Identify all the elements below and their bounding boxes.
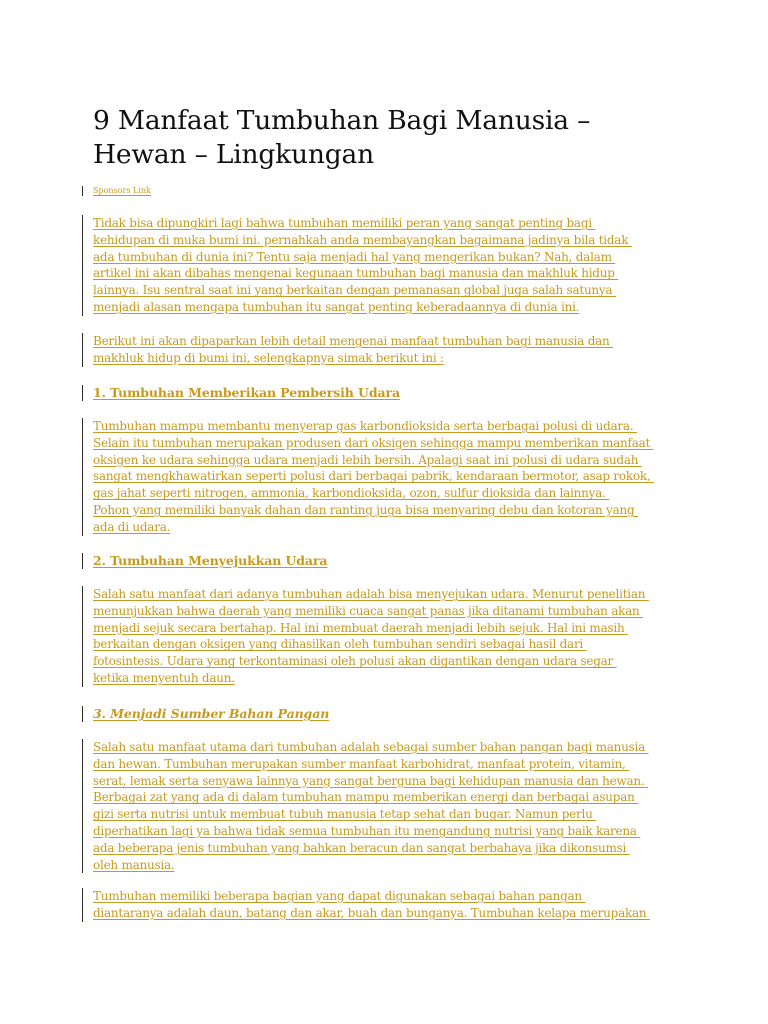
- article-title: 9 Manfaat Tumbuhan Bagi Manusia – Hewan – Lingkungan: [93, 105, 591, 170]
- section-3-line[interactable]: oleh manusia.: [93, 857, 175, 872]
- section-2-line[interactable]: fotosintesis. Udara yang terkontaminasi oleh polusi akan digantikan dengan udara segar: [93, 654, 617, 669]
- sponsor-block: [82, 186, 151, 196]
- section-3-line[interactable]: dan hewan. Tumbuhan merupakan sumber manfaat karbohidrat, manfaat protein, vitamin,: [93, 756, 630, 771]
- intro-line[interactable]: lainnya. Isu sentral saat ini yang berkaitan dengan pemanasan global juga salah satunya: [93, 283, 616, 298]
- section-3-line[interactable]: Berbagai zat yang ada di dalam tumbuhan mampu memberikan energi dan berbagai asupan: [93, 790, 639, 805]
- section-1-line[interactable]: Selain itu tumbuhan merupakan produsen dari oksigen sehingga mampu memberikan manfaat: [93, 435, 654, 450]
- section-2-heading-block: [82, 553, 327, 569]
- section-3-paragraph: [82, 739, 649, 873]
- section-1-line[interactable]: Pohon yang memiliki banyak dahan dan ranting juga bisa menyaring debu dan kotoran yang: [93, 502, 638, 517]
- section-heading[interactable]: 3. Menjadi Sumber Bahan Pangan: [93, 706, 330, 721]
- lead-line[interactable]: makhluk hidup di bumi ini, selengkapnya simak berikut ini :: [93, 350, 444, 365]
- lead-line[interactable]: Berikut ini akan dipaparkan lebih detail mengenai manfaat tumbuhan bagi manusia dan: [93, 334, 614, 348]
- section-2-line[interactable]: menjadi sejuk secara bertahap. Hal ini membuat daerah menjadi lebih sejuk. Hal ini masih: [93, 620, 629, 635]
- section-2-line[interactable]: ketika menyentuh daun.: [93, 670, 235, 685]
- section-3-line[interactable]: diperhatikan lagi ya bahwa tidak semua tumbuhan itu mengandung nutrisi yang baik karena: [93, 823, 641, 838]
- section-3-line[interactable]: ada beberapa jenis tumbuhan yang bahkan beracun dan sangat berbahaya jika dikonsumsi: [93, 840, 630, 855]
- intro-line[interactable]: kehidupan di muka bumi ini. pernahkah anda membayangkan bagaimana jadinya bila tidak: [93, 232, 632, 247]
- section-1-line[interactable]: oksigen ke udara sehingga udara menjadi lebih bersih. Apalagi saat ini polusi di udara sudah: [93, 452, 642, 467]
- intro-paragraph: [82, 215, 632, 316]
- intro-line[interactable]: artikel ini akan dibahas mengenai kegunaan tumbuhan bagi manusia dan makhluk hidup: [93, 266, 619, 281]
- section-2-paragraph: [82, 586, 649, 687]
- section-heading[interactable]: 1. Tumbuhan Memberikan Pembersih Udara: [93, 385, 400, 400]
- section-1-heading-block: [82, 385, 400, 401]
- section-heading[interactable]: 2. Tumbuhan Menyejukkan Udara: [93, 553, 328, 568]
- intro-line[interactable]: ada tumbuhan di dunia ini? Tentu saja menjadi hal yang mengerikan bukan? Nah, dalam: [93, 249, 616, 264]
- section-2-line[interactable]: Salah satu manfaat dari adanya tumbuhan adalah bisa menyejukan udara. Menurut penelitian: [93, 587, 649, 601]
- tail-paragraph: [82, 888, 650, 922]
- intro-line[interactable]: Tidak bisa dipungkiri lagi bahwa tumbuhan memiliki peran yang sangat penting bagi: [93, 216, 596, 230]
- section-2-line[interactable]: menunjukkan bahwa daerah yang memiliki cuaca sangat panas jika ditanami tumbuhan akan: [93, 603, 644, 618]
- lead-paragraph: [82, 333, 613, 367]
- section-2-line[interactable]: berkaitan dengan oksigen yang dihasilkan oleh tumbuhan sendiri sebagai hasil dari: [93, 637, 587, 652]
- section-1-line[interactable]: sangat mengkhawatirkan seperti polusi dari berbagai pabrik, kendaraan bermotor, asap rokok,: [93, 469, 655, 484]
- section-3-line[interactable]: Salah satu manfaat utama dari tumbuhan adalah sebagai sumber bahan pangan bagi manusia: [93, 740, 649, 754]
- section-1-line[interactable]: Tumbuhan mampu membantu menyerap gas karbondioksida serta berbagai polusi di udara.: [93, 419, 637, 433]
- section-1-line[interactable]: ada di udara.: [93, 519, 171, 534]
- sponsors-link[interactable]: Sponsors Link: [93, 186, 151, 195]
- section-1-line[interactable]: gas jahat seperti nitrogen, ammonia, karbondioksida, ozon, sulfur dioksida dan lainnya.: [93, 486, 610, 501]
- section-3-heading-block: [82, 706, 329, 722]
- tail-line[interactable]: diantaranya adalah daun, batang dan akar, buah dan bunganya. Tumbuhan kelapa merupakan: [93, 905, 650, 920]
- section-1-paragraph: [82, 418, 654, 536]
- section-3-line[interactable]: serat, lemak serta senyawa lainnya yang sangat berguna bagi kehidupan manusia dan hewan.: [93, 773, 649, 788]
- tail-line[interactable]: Tumbuhan memiliki beberapa bagian yang dapat digunakan sebagai bahan pangan: [93, 889, 586, 903]
- section-3-line[interactable]: gizi serta nutrisi untuk membuat tubuh manusia tetap sehat dan bugar. Namun perlu: [93, 807, 597, 822]
- intro-line[interactable]: menjadi alasan mengapa tumbuhan itu sangat penting keberadaannya di dunia ini.: [93, 299, 580, 314]
